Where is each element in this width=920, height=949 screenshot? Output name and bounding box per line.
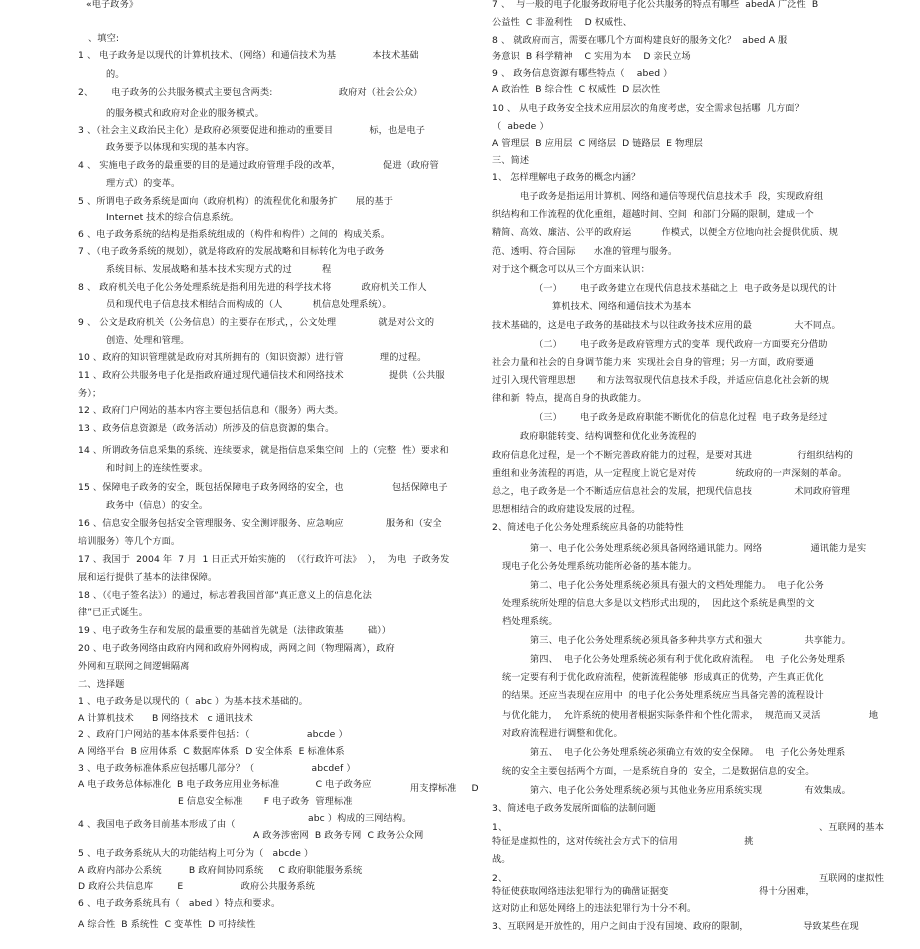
text-line: 第一、电子化公务处理系统必须具备网络通讯能力。网络 通讯能力是实 (530, 543, 867, 554)
text-line: 、互联网的基本 (819, 822, 885, 833)
text-line: 展和运行提供了基本的法律保障。 (78, 572, 218, 583)
text-line: 理方式）的变革。 (106, 178, 181, 189)
text-line: 员和现代电子信息技术相结合而构成的（人 机信息处理系统）。 (106, 299, 392, 310)
text-line: 政务要予以体现和实现的基本内容。 (106, 142, 255, 153)
text-line: 2、 电子政务的公共服务模式主要包含两类: 政府对（社会公众） (78, 87, 423, 98)
text-line: 4 、我国电子政务目前基本形成了由（ (78, 819, 236, 830)
text-line: 3、简述电子政务发展所面临的法制问题 (492, 803, 656, 814)
text-line: 过引入现代管理思想 和方法驾驭现代信息技术手段，并适应信息化社会新的规 (492, 375, 829, 386)
text-line: 5 、电子政务系统从大的功能结构上可分为（ abcde ） (78, 848, 314, 859)
text-line: E 信息安全标准 F 电子政务 管理标准 (178, 796, 353, 807)
text-line: 11 、政府公共服务电子化是指政府通过现代通信技术和网络技术 提供（公共服 (78, 370, 445, 381)
text-line: 10 、政府的知识管理就是政府对其所拥有的（知识资源）进行管 理的过程。 (78, 352, 427, 363)
text-line: 特征是虚拟性的，这对传统社会方式下的信用 挑 (492, 836, 754, 847)
text-line: 律和新 特点，提高自身的执政能力。 (492, 393, 647, 404)
text-line: 对于这个概念可以从三个方面来认识： (492, 264, 650, 275)
text-line: 社会力量和社会的自身调节能力来 实现社会自身的管理；另一方面，政府要通 (492, 357, 814, 368)
text-line: 第三、电子化公务处理系统必须具备多种共享方式和强大 共享能力。 (530, 635, 851, 646)
text-line: 19 、电子政务生存和发展的最重要的基础首先就是（法律政策基 础）） (78, 625, 392, 636)
text-line: 对政府流程进行调整和优化。 (502, 728, 623, 739)
text-line: 1 、电子政务是以现代的（ abc ）为基本技术基础的。 (78, 696, 308, 707)
text-line: 统一定要有利于优化政府流程，使新流程能够 形成真正的优势，产生真正优化 (502, 672, 824, 683)
text-line: 统的安全主要包括两个方面，一是系统自身的 安全，二是数据信息的安全。 (502, 766, 815, 777)
text-line: 3 、（社会主义政治民主化）是政府必须要促进和推动的重要目 标，也是电子 (78, 125, 426, 136)
text-line: 外网和互联网之间逻辑隔离 (78, 661, 190, 672)
text-line: 律”已正式诞生。 (78, 607, 148, 618)
text-line: 第五、 电子化公务处理系统必须确立有效的安全保障。 电 子化公务处理系 (530, 747, 846, 758)
text-line: 10 、 从电子政务安全技术应用层次的角度考虑，安全需求包括哪 几方面？ (492, 103, 804, 114)
text-line: 20 、电子政务网络由政府内网和政府外网构成，两网之间（物理隔离），政府 (78, 643, 395, 654)
text-line: A 计算机技术 B 网络技术 c 通讯技术 (78, 713, 253, 724)
text-line: 3、互联网是开放性的，用户之间由于没有国境、政府的限制， 导致某些在现 (492, 921, 859, 932)
text-line: 特征使获取网络违法犯罪行为的确凿证据变 得十分困难， (492, 886, 815, 897)
text-line: A 政务涉密网 B 政务专网 C 政务公众网 (253, 830, 424, 841)
text-line: 重组和业务流程的再造，从一定程度上说它是对传 统政府的一声深刻的革命。 (492, 468, 848, 479)
text-line: 电子政务是指运用计算机、网络和通信等现代信息技术手 段，实现政府组 (520, 191, 824, 202)
text-line: 总之，电子政务是一个不断适应信息社会的发展，把现代信息技 术同政府管理 (492, 486, 851, 497)
text-line: 档处理系统。 (502, 616, 558, 627)
text-line: 政府职能转变、结构调整和优化业务流程的 (520, 431, 697, 442)
text-line: （三） 电子政务是政府职能不断优化的信息化过程 电子政务是经过 (534, 412, 828, 423)
text-line: 创造、处理和管理。 (106, 335, 190, 346)
text-line: 二、选择题 (78, 679, 125, 690)
text-line: abc ）构成的三网结构。 (308, 813, 412, 824)
text-line: 三、简述 (492, 155, 530, 166)
text-line: A 政府内部办公系统 B 政府间协同系统 C 政府职能服务系统 (78, 865, 363, 876)
text-line: 算机技术、网络和通信技术为基本 (552, 301, 692, 312)
text-line: 2、 (492, 873, 508, 884)
text-line: 用支撑标准 D (410, 783, 479, 794)
text-line: Internet 技术的综合信息系统。 (106, 212, 240, 223)
text-line: 第六、电子化公务处理系统必须与其他业务应用系统实现 有效集成。 (530, 785, 851, 796)
text-line: 技术基础的，这是电子政务的基础技术与以往政务技术应用的最 大不同点。 (492, 320, 841, 331)
text-line: 18 、（《电子签名法》）的通过，标志着我国首部“真正意义上的信息化法 (78, 590, 372, 601)
text-line: 战。 (492, 854, 511, 865)
text-line: A 电子政务总体标准化 B 电子政务应用业务标准 C 电子政务应 (78, 779, 372, 790)
text-line: 的结果。还应当表现在应用中 的电子化公务处理系统应当具备完善的流程设计 (502, 690, 824, 701)
text-line: 公益性 C 非盈利性 D 权威性、 (492, 17, 633, 28)
text-line: 务意识 B 科学精神 C 实用为本 D 亲民立场 (492, 51, 691, 62)
text-line: 15 、保障电子政务的安全，既包括保障电子政务网络的安全，也 包括保障电子 (78, 482, 448, 493)
text-line: 现电子化公务处理系统功能所必备的基本能力。 (502, 561, 698, 572)
text-line: A 综合性 B 系统性 C 变革性 D 可持续性 (78, 919, 256, 930)
text-line: 8 、 就政府而言，需要在哪几个方面构建良好的服务文化？ abed A 服 (492, 35, 788, 46)
text-line: 12 、政府门户网站的基本内容主要包括信息和（服务）两大类。 (78, 405, 344, 416)
text-line: 2、简述电子化公务处理系统应具备的功能特性 (492, 522, 684, 533)
text-line: 8 、 政府机关电子化公务处理系统是指利用先进的科学技术将 政府机关工作人 (78, 282, 427, 293)
text-line: 4 、 实施电子政务的最重要的目的是通过政府管理手段的改革， 促进（政府管 (78, 160, 439, 171)
text-line: 的。 (106, 69, 125, 80)
text-line: 务）； (78, 388, 102, 399)
text-line: 2 、政府门户网站的基本体系要件包括：（ abcde ） (78, 729, 348, 740)
text-line: 政务中（信息）的安全。 (106, 500, 209, 511)
text-line: D 政府公共信息库 E 政府公共服务系统 (78, 881, 315, 892)
text-line: 精简、高效、廉洁、公平的政府运 作模式，以便全方位地向社会提供优质、规 (492, 227, 838, 238)
text-line: （一） 电子政务建立在现代信息技术基础之上 电子政务是以现代的计 (534, 283, 837, 294)
text-line: 9 、 政务信息资源有哪些特点（ abed ） (492, 68, 673, 79)
text-line: 第二、电子化公务处理系统必须具有强大的文档处理能力。 电子化公务 (530, 580, 824, 591)
text-line: 的服务模式和政府对企业的服务模式。 (106, 108, 264, 119)
text-line: 1 、 电子政务是以现代的计算机技术、（网络）和通信技术为基 本技术基础 (78, 50, 419, 61)
text-line: 1、 怎样理解电子政务的概念内涵？ (492, 172, 641, 183)
text-line: 13 、政务信息资源是（政务活动）所涉及的信息资源的集合。 (78, 423, 335, 434)
text-line: 17 、我国于 2004 年 7 月 1 日正式开始实施的 （《行政许可法》 ）， 为电 子政务发 (78, 554, 450, 565)
text-line: 9 、 公文是政府机关（公务信息）的主要存在形式，，公文处理 就是对公文的 (78, 317, 435, 328)
text-line: «电子政务》 (86, 0, 139, 10)
text-line: 第四、 电子化公务处理系统必须有利于优化政府流程。 电 子化公务处理系 (530, 654, 846, 665)
text-line: （ abede ） (492, 121, 549, 132)
text-line: 、填空: (88, 33, 120, 44)
text-line: 与优化能力， 允许系统的使用者根据实际条件和个性化需求， 规范而又灵活 地 (502, 710, 879, 721)
text-line: 7 、（电子政务系统的规划），就是将政府的发展战略和目标转化为电子政务 (78, 246, 385, 257)
text-line: 6 、电子政务系统具有（ abed ）特点和要求。 (78, 898, 281, 909)
text-line: 培训服务）等几个方面。 (78, 536, 181, 547)
text-line: 系统目标、发展战略和基本技术实现方式的过 程 (106, 264, 332, 275)
text-line: A 政治性 B 综合性 C 权威性 D 层次性 (492, 84, 661, 95)
text-line: 处理系统所处理的信息大多是以文档形式出现的， 因此这个系统是典型的文 (502, 598, 815, 609)
text-line: 思想相结合的政府建设发展的过程。 (492, 504, 641, 515)
text-line: 范、透明、符合国际 水准的管理与服务。 (492, 246, 678, 257)
text-line: 1、 (492, 822, 508, 833)
text-line: 5 、所谓电子政务系统是面向（政府机构）的流程优化和服务扩 展的基于 (78, 196, 393, 207)
text-line: A 管理层 B 应用层 C 网络层 D 链路层 E 物理层 (492, 138, 703, 149)
text-line: 3 、电子政务标准体系应包括哪几部分？（ abcdef ） (78, 763, 356, 774)
text-line: 16 、信息安全服务包括安全管理服务、安全测评服务、应急响应 服务和（安全 (78, 518, 442, 529)
text-line: 6 、电子政务系统的结构是指系统组成的（构件和构件）之间的 构成关系。 (78, 229, 391, 240)
text-line: 这对防止和惩处网络上的违法犯罪行为十分不利。 (492, 903, 697, 914)
text-line: 和时间上的连续性要求。 (106, 463, 209, 474)
text-line: 政府信息化过程，是一个不断完善政府能力的过程，是要对其进 行组织结构的 (492, 450, 854, 461)
text-line: 7 、 与一般的电子化服务政府电子化公共服务的特点有哪些 abedA 广泛性 B (492, 0, 819, 10)
text-line: A 网络平台 B 应用体系 C 数据库体系 D 安全体系 E 标准体系 (78, 746, 345, 757)
text-line: 互联网的虚拟性 (819, 873, 885, 884)
text-line: 14 、所谓政务信息采集的系统、连续要求，就是指信息采集空间 上的（完整 性）要求和 (78, 445, 449, 456)
text-line: 织结构和工作流程的优化重组，超越时间、空间 和部门分隔的限制，建成一个 (492, 209, 814, 220)
text-line: （二） 电子政务是政府管理方式的变革 现代政府一方面要充分借助 (534, 339, 828, 350)
